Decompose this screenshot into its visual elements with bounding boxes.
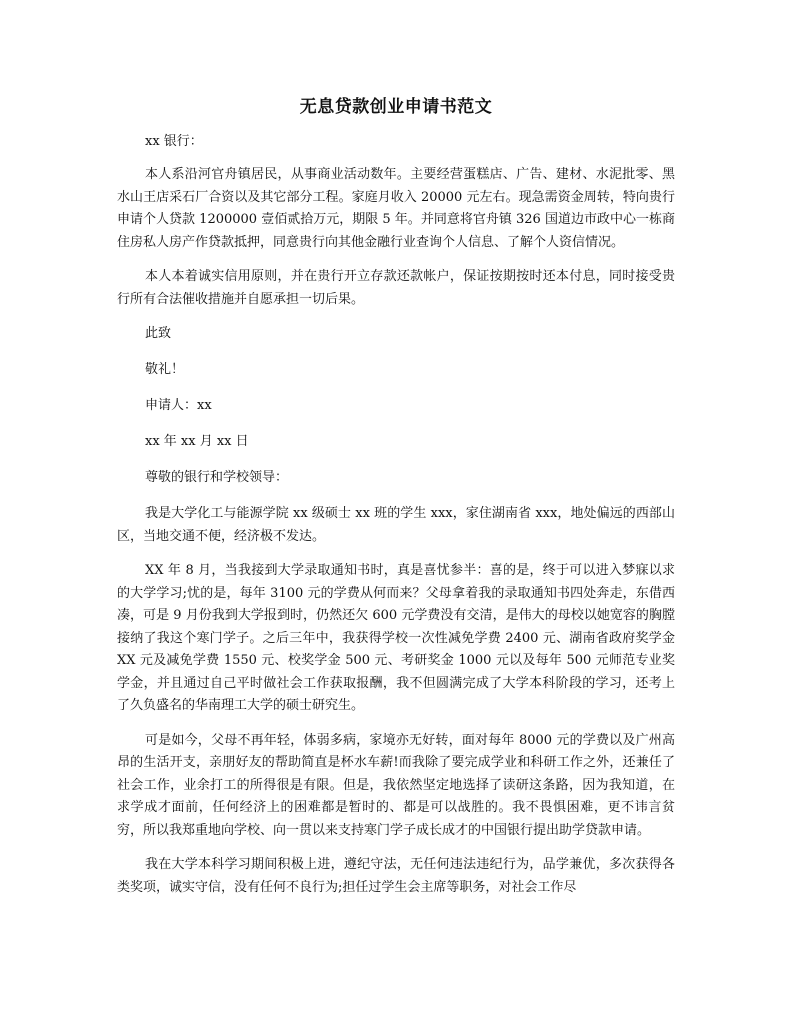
letter1-salutation: xx 银行： [145, 134, 203, 149]
letter1-closing-1: 此致 [145, 326, 172, 341]
document-title: 无息贷款创业申请书范文 [299, 97, 493, 117]
letter2-salutation: 尊敬的银行和学校领导： [145, 470, 289, 485]
letter1-applicant: 申请人：xx [145, 398, 212, 413]
letter1-paragraph-2: 本人本着诚实信用原则，并在贵行开立存款还款帐户，保证按期按时还本付息，同时接受贵行所有合法催收措施并自愿承担一切后果。 [117, 269, 675, 307]
letter2-paragraph-1: 我是大学化工与能源学院 xx 级硕士 xx 班的学生 xxx，家住湖南省 xxx，地处偏远的西部山区，当地交通不便，经济极不发达。 [117, 506, 675, 544]
letter1-closing-2: 敬礼！ [145, 362, 185, 377]
letter2-paragraph-4: 我在大学本科学习期间积极上进，遵纪守法，无任何违法违纪行为，品学兼优，多次获得各类奖项，诚实守信，没有任何不良行为;担任过学生会主席等职务，对社会工作尽 [117, 857, 675, 895]
letter2-paragraph-2: XX 年 8 月，当我接到大学录取通知书时，真是喜忧参半：喜的是，终于可以进入梦寐以求的大学学习;忧的是，每年 3100 元的学费从何而来？父母拿着我的录取通知书四处奔走，东借西凑，可是 9 月份我到大学报到时，仍然还欠 600 元学费没有交清，是伟大的母校以她宽容的胸膛接纳了我这个寒门学子。之后三年中，我获得学校一次性减免学费 2400 元、湖南省政府奖学金 XX 元及减免学费 1550 元、校奖学金 500 元、考研奖金 1000 元以及每年 500 元师范专业奖学金，并且通过自己平时做社会工作获取报酬，我不但圆满完成了大学本科阶段的学习，还考上了久负盛名的华南理工大学的硕士研究生。 [117, 563, 675, 713]
letter1-date: xx 年 xx 月 xx 日 [145, 434, 249, 449]
letter1-paragraph-1: 本人系沿河官舟镇居民，从事商业活动数年。主要经营蛋糕店、广告、建材、水泥批零、黑水山王店采石厂合资以及其它部分工程。家庭月收入 20000 元左右。现急需资金周转，特向贵行申请个人贷款 1200000 壹佰贰拾万元，期限 5 年。并同意将官舟镇 326 国道边市政中心一栋商住房私人房产作贷款抵押，同意贵行向其他金融行业查询个人信息、了解个人资信情况。 [117, 167, 675, 250]
document-page [117, 92, 675, 911]
letter2-paragraph-3: 可是如今，父母不再年轻，体弱多病，家境亦无好转，面对每年 8000 元的学费以及广州高昂的生活开支，亲朋好友的帮助简直是杯水车薪!而我除了要完成学业和科研工作之外，还兼任了社会工作，业余打工的所得很是有限。但是，我依然坚定地选择了读研这条路，因为我知道，在求学成才面前，任何经济上的困难都是暂时的、都是可以战胜的。我不畏惧困难，更不讳言贫穷，所以我郑重地向学校、向一贯以来支持寒门学子成长成才的中国银行提出助学贷款申请。 [117, 732, 675, 838]
